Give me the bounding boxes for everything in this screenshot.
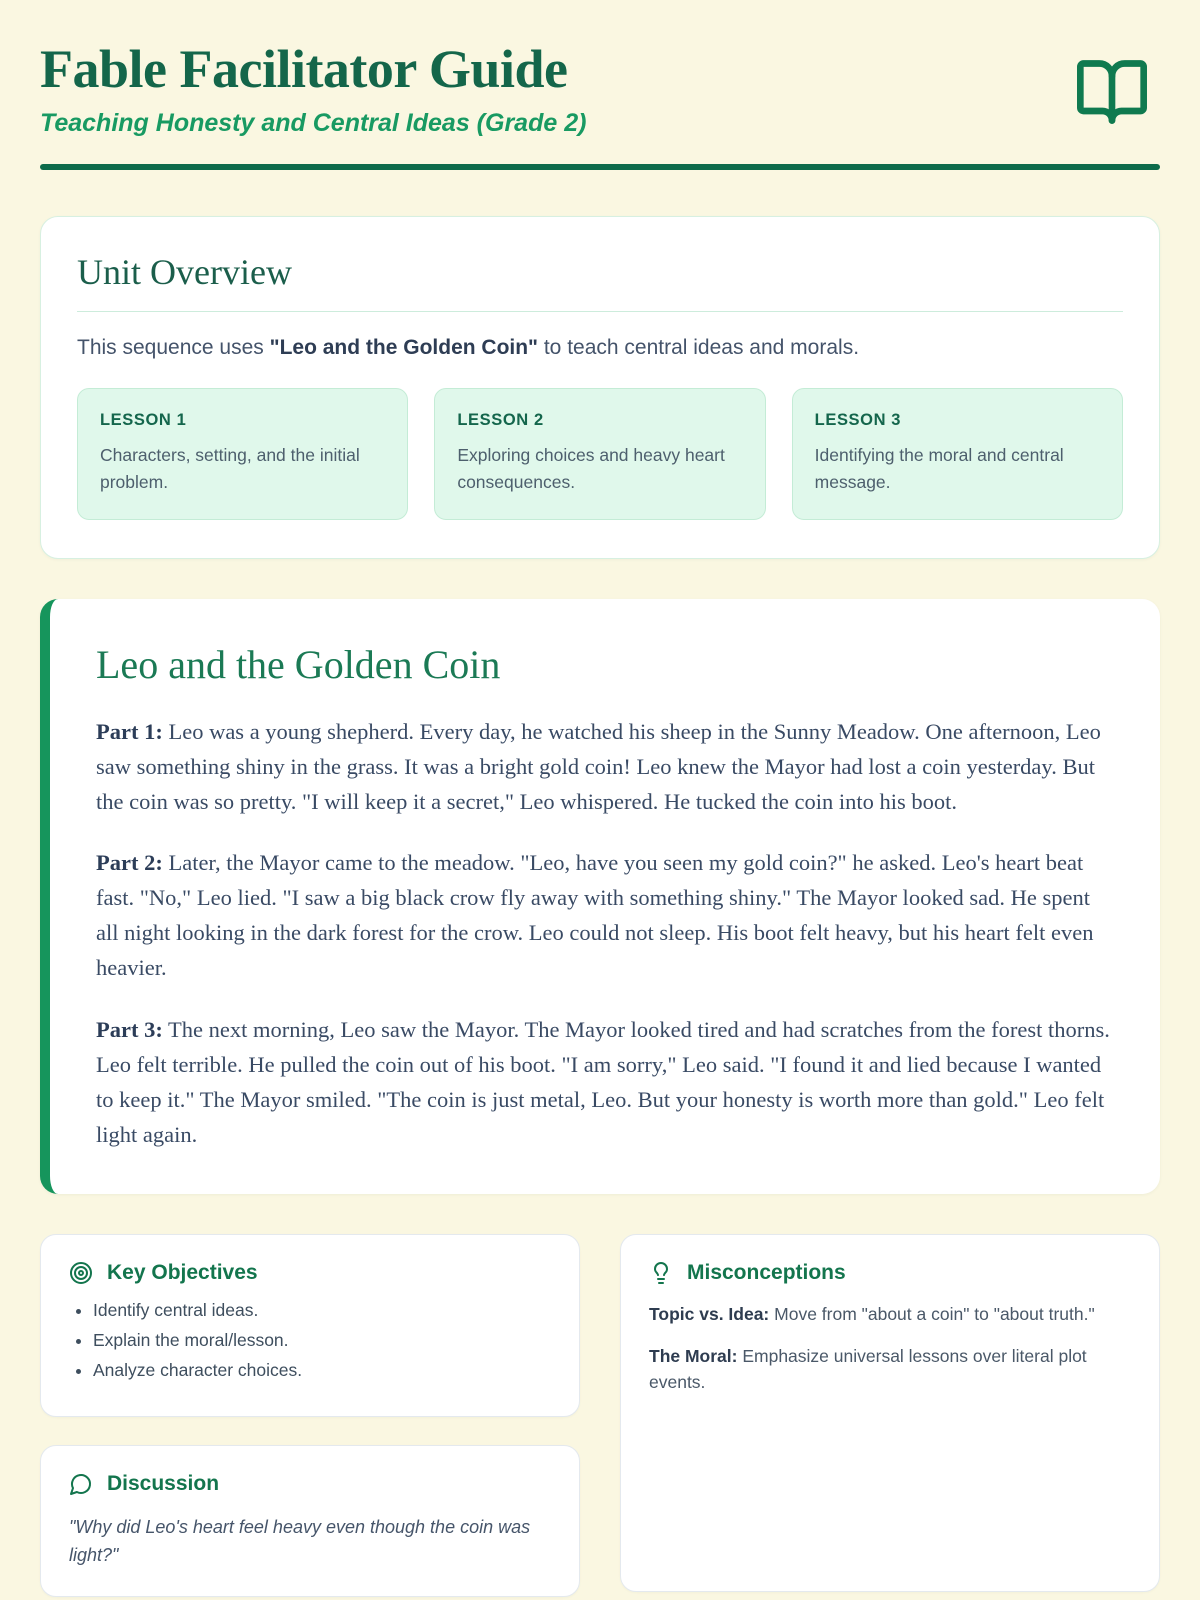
bottom-section [40, 1234, 1160, 1597]
key-objectives-list [69, 1300, 551, 1381]
story-card [40, 599, 1160, 1194]
story-part-3 [96, 1012, 1110, 1152]
bottom-right-column [620, 1234, 1160, 1597]
story-part-3-text: The next morning, Leo saw the Mayor. The Mayor looked tired and had scratches from the forest thorns. Leo felt terrible. He pulled the coin out of his boot. "I am sorry," Leo said. "I found it and lied because I wanted to keep it." The Mayor smiled. "The coin is just metal, Leo. But your honesty is worth more than gold." Leo felt light again. [96, 1016, 1110, 1147]
story-part-2-text: Later, the Mayor came to the meadow. "Leo, have you seen my gold coin?" he asked. Leo's heart beat fast. "No," Leo lied. "I saw a big black crow fly away with something shiny." The Mayor looked sad. He spent all night looking in the dark forest for the crow. Leo could not sleep. His boot felt heavy, but his heart felt even heavier. [96, 850, 1094, 981]
story-part-1 [96, 714, 1110, 819]
unit-overview-title: Unit Overview [77, 252, 292, 293]
misconceptions-title: Misconceptions [687, 1260, 846, 1284]
bottom-left-column [40, 1234, 580, 1597]
key-objectives-card [40, 1234, 580, 1417]
unit-overview-card [40, 216, 1160, 559]
story-title: Leo and the Golden Coin [96, 641, 501, 687]
lesson-1-description: Characters, setting, and the initial problem. [100, 445, 360, 492]
objective-item-1: • Identify central ideas. [93, 1300, 551, 1321]
misconceptions-card [620, 1234, 1160, 1592]
objective-item-2: • Explain the moral/lesson. [93, 1330, 551, 1351]
lesson-2-description: Exploring choices and heavy heart consequences. [457, 445, 725, 492]
speech-bubble-icon [69, 1472, 93, 1496]
story-part-1-text: Leo was a young shepherd. Every day, he watched his sheep in the Sunny Meadow. One afternoon, Leo saw something shiny in the grass. It was a bright gold coin! Leo knew the Mayor had lost a coin yesterday. But the coin was so pretty. "I will keep it a secret," Leo whispered. He tucked the coin into his boot. [96, 718, 1101, 815]
story-part-2-label: Part 2: [96, 850, 163, 876]
discussion-card [40, 1445, 580, 1597]
intro-suffix: to teach central ideas and morals. [538, 336, 860, 360]
key-objectives-title: Key Objectives [107, 1260, 258, 1284]
page-header [40, 40, 1160, 138]
misconception-2-text: Emphasize universal lessons over literal plot events. [649, 1346, 1087, 1393]
misconception-1-lead: Topic vs. Idea: [649, 1303, 770, 1324]
intro-prefix: This sequence uses [77, 336, 270, 360]
lesson-card-1 [77, 388, 408, 520]
page-title: Fable Facilitator Guide [40, 39, 568, 99]
misconceptions-header [649, 1261, 1131, 1285]
story-part-3-label: Part 3: [96, 1016, 163, 1042]
lesson-card-3 [792, 388, 1123, 520]
story-part-1-label: Part 1: [96, 718, 163, 744]
page-subtitle: Teaching Honesty and Central Ideas (Grade 2) [40, 109, 587, 138]
unit-overview-intro [77, 336, 1123, 360]
book-open-icon [1074, 54, 1150, 135]
lesson-2-label: LESSON 2 [457, 411, 544, 430]
lightbulb-icon [649, 1261, 673, 1285]
header-text-block [40, 40, 586, 138]
lesson-3-label: LESSON 3 [814, 411, 902, 430]
misconception-2-lead: The Moral: [649, 1346, 738, 1367]
misconception-1-text: Move from "about a coin" to "about truth." [769, 1303, 1095, 1324]
lesson-card-2 [434, 388, 765, 520]
story-part-2 [96, 845, 1110, 985]
lesson-1-label: LESSON 1 [100, 411, 187, 430]
discussion-quote: "Why did Leo's heart feel heavy even though the coin was light?" [69, 1516, 531, 1565]
unit-overview-divider [77, 311, 1123, 312]
misconception-item-1 [649, 1301, 1131, 1327]
key-objectives-header [69, 1261, 551, 1285]
lesson-3-description: Identifying the moral and central message. [814, 445, 1064, 492]
misconception-item-2 [649, 1343, 1131, 1396]
intro-story-name: "Leo and the Golden Coin" [269, 336, 539, 360]
objective-item-3: • Analyze character choices. [93, 1360, 551, 1381]
header-divider [40, 164, 1160, 170]
discussion-header [69, 1472, 551, 1496]
lesson-card-row [77, 388, 1123, 520]
target-icon [69, 1261, 93, 1285]
discussion-title: Discussion [107, 1471, 220, 1495]
